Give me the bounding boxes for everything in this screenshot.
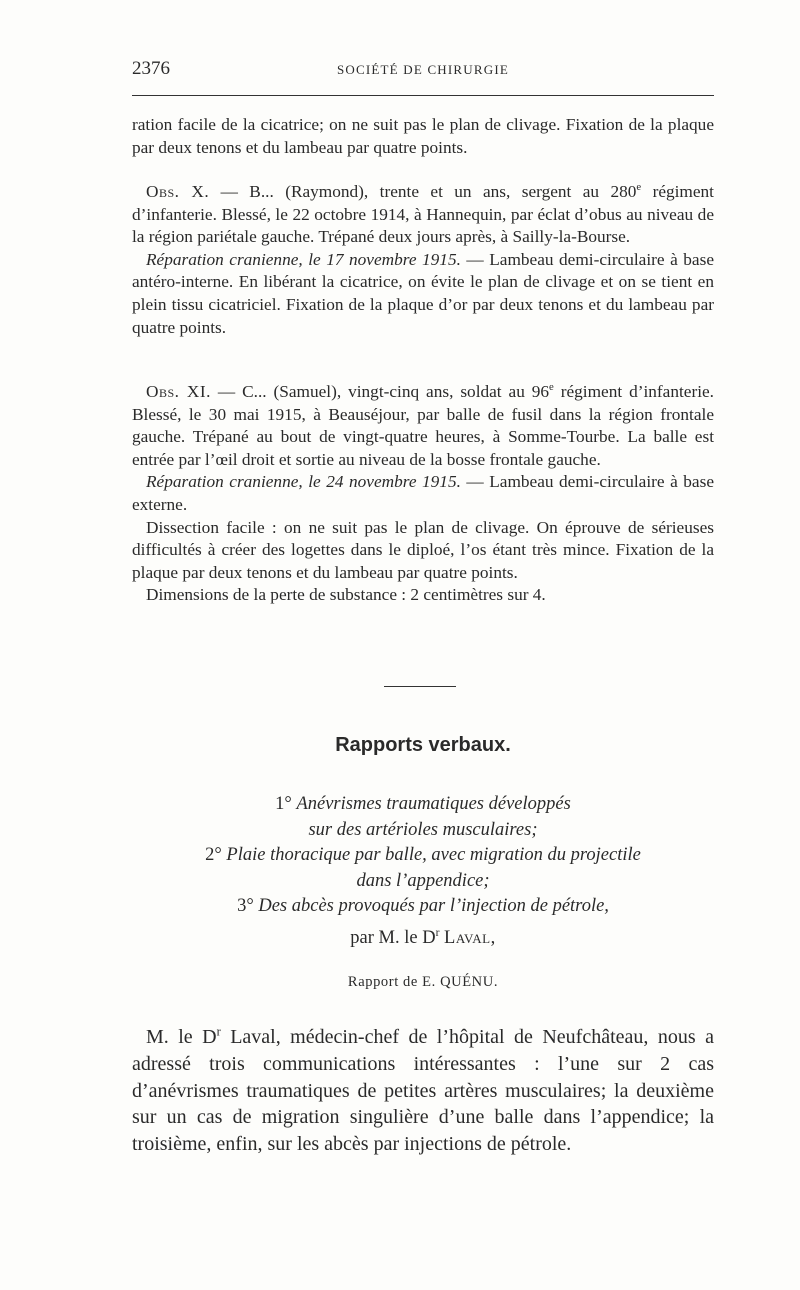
- body-text-rest: Laval, médecin-chef de l’hôpital de Neufchâteau, nous a adressé trois communications intéressantes : l’une sur 2 cas d’anévrismes traumatiques de petites artères musculaires; la deuxième sur un cas de migration singulière d’une balle dans l’appendice; la troisième, enfin, sur les abcès par injections de pétrole.: [132, 1026, 714, 1156]
- title-1-number: 1°: [275, 794, 292, 814]
- obs-xi-dissection: Dissection facile : on ne suit pas le plan de clivage. On éprouve de sérieuses difficultés à créer des logettes dans le diploé, l’os étant très mince. Fixation de la plaque par deux tenons et du lambeau par quatre points.: [132, 517, 714, 582]
- journal-title: SOCIÉTÉ DE CHIRURGIE: [336, 62, 510, 77]
- obs-x-paragraph: [132, 181, 714, 249]
- author-line: [132, 928, 714, 949]
- obs-xi-dimensions: Dimensions de la perte de substance : 2 centimètres sur 4.: [146, 585, 546, 605]
- obs-xi-paragraph: [132, 381, 714, 471]
- title-2-line-2: dans l’appendice;: [356, 870, 490, 891]
- title-1-line-1: [132, 792, 714, 818]
- title-3-line-1: [132, 894, 714, 920]
- author-name: Laval,: [444, 928, 496, 948]
- author-prefix: par M. le D: [350, 928, 436, 948]
- obs-xi-text: — C... (Samuel), vingt-cinq ans, soldat au 96: [210, 382, 550, 401]
- obs-x-text-after: régiment d’infanterie. Blessé, le 22 octobre 1914, à Hannequin, par éclat d’obus au niveau de la région pariétale gauche. Trépané deux jours après, à Sailly-la-Bourse.: [132, 182, 714, 247]
- obs-x-repair-label: Réparation cranienne, le 17 novembre 1915.: [146, 249, 461, 269]
- obs-xi-sup: e: [549, 381, 554, 394]
- observation-xi: [132, 381, 714, 607]
- obs-xi-label: Obs. XI.: [146, 382, 211, 401]
- report-titles: [132, 792, 714, 920]
- obs-x-label: Obs. X.: [146, 182, 210, 201]
- obs-x-repair: [132, 249, 714, 339]
- title-1-text: Anévrismes traumatiques développés: [296, 794, 571, 814]
- title-3-text: Des abcès provoqués par l’injection de pétrole,: [258, 896, 609, 917]
- title-2-line-1: [132, 843, 714, 869]
- body-text-start: M. le D: [146, 1026, 217, 1048]
- title-3-number: 3°: [237, 896, 254, 917]
- section-title: Rapports verbaux.: [335, 734, 511, 756]
- report-line: Rapport de E. QUÉNU.: [347, 974, 499, 990]
- obs-xi-repair: [132, 471, 714, 516]
- body-paragraph: [132, 1024, 714, 1158]
- title-2-number: 2°: [205, 845, 222, 866]
- observation-x: [132, 181, 714, 339]
- section-divider: [384, 686, 456, 687]
- body-sup: r: [216, 1024, 221, 1039]
- obs-x-text: — B... (Raymond), trente et un ans, sergent au 280: [209, 182, 637, 201]
- author-sup: r: [435, 926, 440, 939]
- header-rule: [132, 95, 714, 96]
- title-2-text: Plaie thoracique par balle, avec migration du projectile: [226, 845, 641, 866]
- obs-x-repair-text: — Lambeau demi-circulaire à base antéro-interne. En libérant la cicatrice, on évite le plan de clivage et on se tient en plein tissu cicatriciel. Fixation de la plaque d’or par deux tenons et du lambeau par quatre points.: [132, 249, 714, 337]
- obs-xi-repair-label: Réparation cranienne, le 24 novembre 1915.: [146, 472, 461, 492]
- obs-x-sup: e: [636, 181, 642, 194]
- paragraph-continuation: ration facile de la cicatrice; on ne suit pas le plan de clivage. Fixation de la plaque par deux tenons et du lambeau par quatre points.: [132, 115, 714, 157]
- obs-xi-text-after: régiment d’infanterie. Blessé, le 30 mai 1915, à Beauséjour, par balle de fusil dans la région frontale gauche. Trépané au bout de vingt-quatre heures, à Somme-Tourbe. La balle est entrée par l’œil droit et sortie au niveau de la bosse frontale gauche.: [132, 382, 714, 469]
- title-1-line-2: sur des artérioles musculaires;: [308, 819, 538, 840]
- obs-xi-repair-text: — Lambeau demi-circulaire à base externe.: [132, 472, 714, 514]
- page-number: 2376: [132, 58, 170, 79]
- running-head: [132, 58, 714, 84]
